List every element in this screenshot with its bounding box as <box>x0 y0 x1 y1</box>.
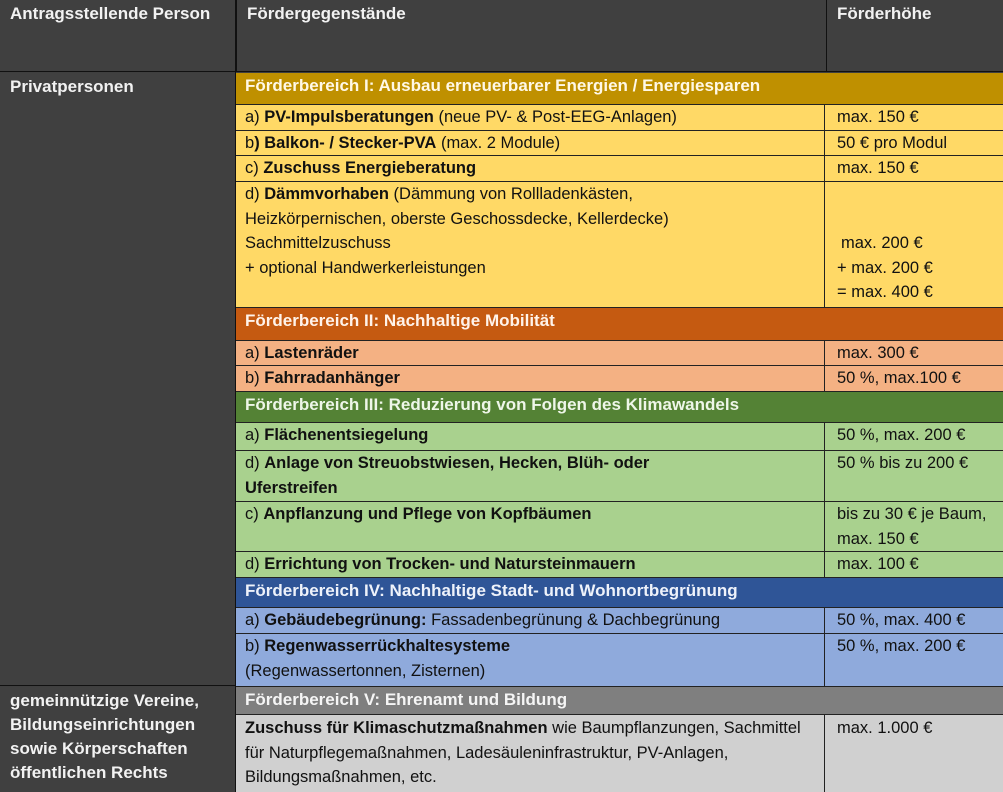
item-title: Gebäudebegrünung: <box>264 611 427 629</box>
table-row <box>236 502 1003 552</box>
table-row <box>236 366 1003 392</box>
row-amount: max. 150 € <box>837 159 919 177</box>
row-description <box>236 182 825 307</box>
applicant-private-label: Privatpersonen <box>10 77 134 96</box>
row-description <box>236 341 825 365</box>
item-title: Dämmvorhaben <box>264 185 389 203</box>
item-title: Lastenräder <box>264 344 359 362</box>
row-amount: 50 %, max.100 € <box>837 369 961 387</box>
row-description <box>236 423 825 450</box>
item-detail: wie Baumpflanzungen, Sachmittel für Naturpflegemaßnahmen, Ladesäuleninfrastruktur, PV-Anlagen, Bildungsmaßnahmen, etc. <box>245 719 801 786</box>
table-row <box>236 552 1003 578</box>
row-amount: max. 150 € <box>837 108 919 126</box>
item-prefix: d) <box>245 185 265 203</box>
header-subjects-label: Fördergegenstände <box>247 4 406 23</box>
row-description <box>236 451 825 501</box>
row-description <box>236 552 825 577</box>
applicant-associations <box>0 687 235 792</box>
item-prefix: a) <box>245 611 265 629</box>
row-description <box>236 105 825 130</box>
item-prefix: b <box>245 134 255 152</box>
row-amount: max. 100 € <box>837 555 919 573</box>
item-prefix: c) <box>245 159 264 177</box>
header-subjects <box>236 0 826 72</box>
item-prefix: d) <box>245 454 265 472</box>
header-applicant <box>0 0 236 72</box>
row-amount: 50 %, max. 200 € <box>837 637 966 655</box>
item-title: Regenwasserrückhaltesysteme <box>264 637 511 655</box>
header-amount-label: Förderhöhe <box>837 4 932 23</box>
item-title: Errichtung von Trocken- und Natursteinmauern <box>264 555 636 573</box>
header-amount <box>826 0 1003 72</box>
applicant-associations-label: gemeinnützige Vereine, Bildungseinrichtungen sowie Körperschaften öffentlichen Rechts <box>10 691 199 782</box>
row-amount: bis zu 30 € je Baum, max. 150 € <box>837 505 987 548</box>
item-title: Anlage von Streuobstwiesen, Hecken, Blüh- oder Uferstreifen <box>245 454 650 497</box>
item-detail: Fassadenbegrünung & Dachbegrünung <box>426 611 721 629</box>
row-amount: 50 %, max. 200 € <box>837 426 966 444</box>
row-amount <box>826 182 1003 307</box>
amount-material: max. 200 € <box>841 234 923 252</box>
section-2-title: Förderbereich II: Nachhaltige Mobilität <box>245 311 555 330</box>
item-title: PV-Impulsberatungen <box>264 108 434 126</box>
section-5-title: Förderbereich V: Ehrenamt und Bildung <box>245 690 568 709</box>
item-detail: (neue PV- & Post-EEG-Anlagen) <box>433 108 677 126</box>
row-description <box>236 156 825 181</box>
row-amount: 50 % bis zu 200 € <box>837 454 969 472</box>
row-amount: max. 300 € <box>837 344 919 362</box>
amount-total: = max. 400 € <box>837 283 933 301</box>
item-title: ) Balkon- / Stecker-PVA <box>254 134 437 152</box>
item-prefix: a) <box>245 344 265 362</box>
table-row <box>236 156 1003 182</box>
row-amount: 50 € pro Modul <box>837 134 948 152</box>
item-detail: (Dämmung von Rollladenkästen, Heizkörpernischen, oberste Geschossdecke, Kellerdecke) <box>245 185 669 228</box>
section-4-title: Förderbereich IV: Nachhaltige Stadt- und Wohnortbegrünung <box>245 581 738 600</box>
row-description <box>236 502 825 551</box>
section-3-title: Förderbereich III: Reduzierung von Folgen des Klimawandels <box>245 395 740 414</box>
table-row <box>236 105 1003 131</box>
amount-craftsman: + max. 200 € <box>837 258 933 277</box>
item-title: Flächenentsiegelung <box>264 426 429 444</box>
item-prefix: a) <box>245 426 265 444</box>
table-row <box>236 608 1003 634</box>
row-amount: max. 1.000 € <box>837 719 933 737</box>
row-description <box>236 715 825 792</box>
item-prefix: b) <box>245 369 265 387</box>
section-3-header <box>236 392 1003 423</box>
section-5-header <box>236 687 1003 715</box>
item-title: Zuschuss für Klimaschutzmaßnahmen <box>245 719 548 737</box>
section-1-title: Förderbereich I: Ausbau erneuerbarer Energien / Energiesparen <box>245 76 761 95</box>
item-detail: (Regenwassertonnen, Zisternen) <box>245 661 486 680</box>
row-description <box>236 608 825 633</box>
table-row <box>236 423 1003 451</box>
row-description <box>236 366 825 391</box>
item-prefix: c) <box>245 505 264 523</box>
table-row <box>236 451 1003 502</box>
header-applicant-label: Antragsstellende Person <box>10 4 211 23</box>
applicant-private <box>0 73 235 686</box>
row-description <box>236 634 825 686</box>
table-row <box>236 341 1003 366</box>
row-description <box>236 131 825 155</box>
item-prefix: b) <box>245 637 265 655</box>
item-title: Zuschuss Energieberatung <box>263 159 477 177</box>
item-detail: (max. 2 Module) <box>436 134 561 152</box>
row-amount: 50 %, max. 400 € <box>837 611 966 629</box>
item-detail-craftsman: + optional Handwerkerleistungen <box>245 258 486 277</box>
item-title: Fahrradanhänger <box>264 369 400 387</box>
section-4-header <box>236 578 1003 608</box>
table-row <box>236 182 1003 308</box>
item-detail-material: Sachmittelzuschuss <box>245 234 391 252</box>
section-2-header <box>236 308 1003 341</box>
table-row <box>236 634 1003 687</box>
item-title: Anpflanzung und Pflege von Kopfbäumen <box>263 505 592 523</box>
section-1-header <box>236 73 1003 105</box>
table-row <box>236 131 1003 156</box>
table-row <box>236 715 1003 792</box>
item-prefix: a) <box>245 108 265 126</box>
item-prefix: d) <box>245 555 265 573</box>
